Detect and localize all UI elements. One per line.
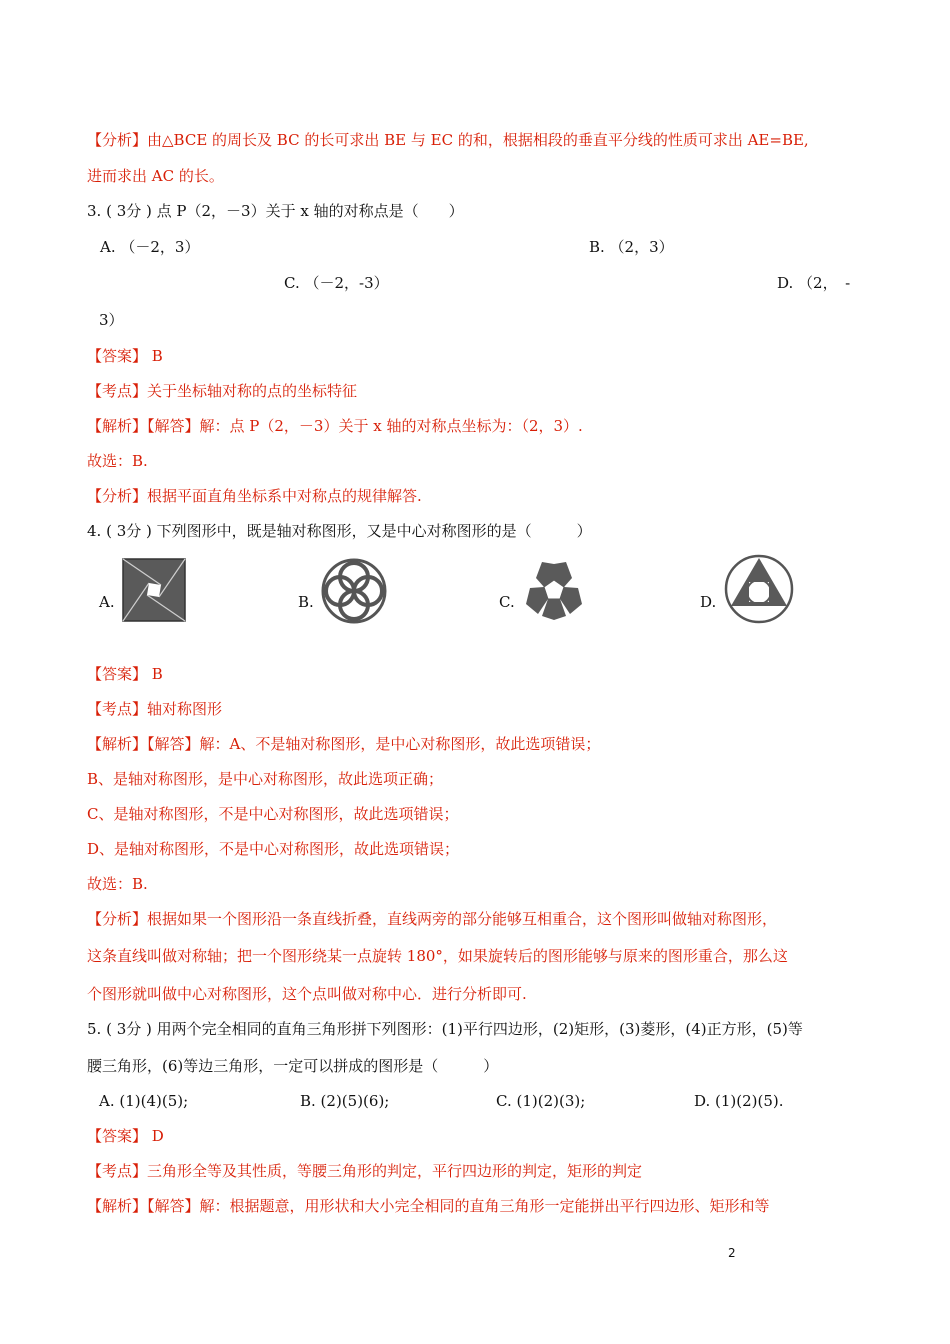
q4-figure-a [121, 557, 187, 623]
q4-line-b: B、是轴对称图形，是中心对称图形，故此选项正确； [87, 770, 444, 788]
q4-jiexi: 【解析】【解答】解：A、不是轴对称图形，是中心对称图形，故此选项错误； [87, 735, 601, 753]
q3-jiexi: 【解析】【解答】解：点 P（2，－3）关于 x 轴的对称点坐标为：（2，3）. [87, 417, 583, 435]
q5-jiexi: 【解析】【解答】解：根据题意，用形状和大小完全相同的直角三角形一定能拼出平行四边形、矩形和等 [87, 1197, 770, 1215]
q4-fenxi-2: 这条直线叫做对称轴；把一个图形绕某一点旋转 180°，如果旋转后的图形能够与原来的图形重合，那么这 [87, 947, 788, 965]
q3-option-a: A. （－2，3） [100, 238, 200, 256]
q4-fenxi-3: 个图形就叫做中心对称图形，这个点叫做对称中心．进行分析即可. [87, 985, 527, 1003]
q4-figure-label-a: A. [99, 593, 115, 611]
q5-option-d: D. (1)(2)(5). [694, 1092, 784, 1110]
q5-option-b: B. (2)(5)(6); [300, 1092, 390, 1110]
q4-figure-label-b: B. [298, 593, 314, 611]
q5-stem-1: 5. ( 3分 ) 用两个完全相同的直角三角形拼下列图形：(1)平行四边形，(2)矩形，(3)菱形，(4)正方形，(5)等 [87, 1020, 803, 1038]
q4-figure-c [520, 558, 588, 622]
q4-figure-label-d: D. [700, 593, 717, 611]
q3-kaodian: 【考点】关于坐标轴对称的点的坐标特征 [87, 382, 358, 400]
q3-fenxi: 【分析】根据平面直角坐标系中对称点的规律解答. [87, 487, 422, 505]
q4-figure-b [320, 557, 388, 625]
q5-kaodian: 【考点】三角形全等及其性质，等腰三角形的判定，平行四边形的判定，矩形的判定 [87, 1162, 643, 1180]
q4-fenxi-1: 【分析】根据如果一个图形沿一条直线折叠，直线两旁的部分能够互相重合，这个图形叫做轴对称图形， [87, 910, 778, 928]
q3-option-d-cont: 3） [99, 311, 124, 329]
prev-analysis-line-2: 进而求出 AC 的长。 [87, 167, 224, 185]
q3-option-b: B. （2，3） [589, 238, 674, 256]
q4-stem: 4. ( 3分 ) 下列图形中，既是轴对称图形，又是中心对称图形的是（ ） [87, 522, 592, 540]
page-number: 2 [728, 1246, 736, 1260]
q5-option-c: C. (1)(2)(3); [496, 1092, 586, 1110]
q4-answer: 【答案】 B [87, 665, 163, 683]
q3-option-d: D. （2， - [777, 274, 851, 292]
prev-analysis-line-1: 【分析】由△BCE 的周长及 BC 的长可求出 BE 与 EC 的和，根据相段的垂直平分线的性质可求出 AE=BE, [87, 131, 809, 149]
q4-line-d: D、是轴对称图形，不是中心对称图形，故此选项错误； [87, 840, 460, 858]
q3-stem: 3. ( 3分 ) 点 P（2，－3）关于 x 轴的对称点是（ ） [87, 202, 464, 220]
q4-figure-d [723, 553, 795, 625]
q4-kaodian: 【考点】轴对称图形 [87, 700, 223, 718]
q5-stem-2: 腰三角形，(6)等边三角形，一定可以拼成的图形是（ ） [87, 1057, 499, 1075]
q5-answer: 【答案】 D [87, 1127, 164, 1145]
q5-option-a: A. (1)(4)(5); [99, 1092, 189, 1110]
q3-answer: 【答案】 B [87, 347, 163, 365]
q4-line-c: C、是轴对称图形，不是中心对称图形，故此选项错误； [87, 805, 459, 823]
q3-option-c: C. （－2，-3） [284, 274, 389, 292]
q4-guxuan: 故选：B. [87, 875, 148, 893]
q4-figure-label-c: C. [499, 593, 515, 611]
q3-guxuan: 故选：B. [87, 452, 148, 470]
